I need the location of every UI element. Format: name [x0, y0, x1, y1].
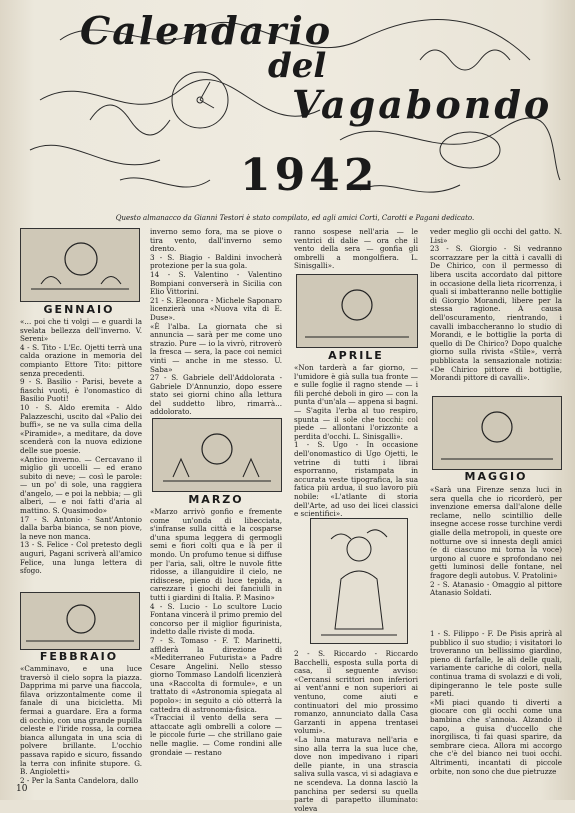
column-3-text-a: ranno sospese nell'aria — le ventrici di dalie — ora che il vento della sera — gonfia gli ombrelli a mongolfiera. L. Sinisgalli». [294, 227, 418, 271]
column-2-text-b: «Marzo arrivò gonfio e fremente come un'onda di libecciata, s'infranse sulla città e la cosparse d'una spuma leggera di germogli semi e fiori colti qua e là per il mondo. Un profumo tenue si diffuse per l'aria, sali, oltre le nuvole fitte ridosse, a illanguidire il cielo, ne ridiscese, pieno di luce tepida, a carezzare i giochi dei fanciulli in tutti i giardini di Italia. P. Masino» 4 - S. Lucio - Lo scultore Lucio Fontana vincerà il primo premio del concorso per il miglior figurinista, indetto dalle riviste di moda. 7 - S. Tomaso - F. T. Marinetti, afflderà la direzione di «Mediterraneo Futurista» a Padre Cesare Angelini. Nello stesso giorno Tommaso Landolfi licenzierà una «Raccolta di formule», e un trattato di «Astronomia spiegata al popolo»: in seguito a ciò otterrà la cattedra di astronomia-fisica. «Tracciai il vento della sera — attaccate agli ombrelli a colore — le piccole furie — che strillano gaie nelle maglie. — Come rondini alle grondaie — restano [150, 507, 282, 757]
column-2-text: inverno semo fora, ma se piove o tira vento, dall'inverno semo drento. 3 - S. Biagio - Baldini invocherà protezione per la sua gola. 14 - S. Valentino - Valentino Bompiani converserà in Sicilia con Elio Vittorini. 21 - S. Eleonora - Michele Saponaro licenzierà una «Nuova vita di E. Duse». «È l'alba. La giornata che si annuncia — sarà per me come uno strazio. Pure — io la vivrò, ritroverò la fresca — sera, la pace coi nemici vinti — anche in me stesso. U. Saba» 27 - S. Gabriele dell'Addolorata - Gabriele D'Annunzio, dopo essere stato sei giorni chino alla lettura del suddetto libro, rimarrà... addolorato. [150, 227, 282, 417]
page-number: 10 [16, 784, 28, 794]
title-word-vagabondo: Vagabondo [292, 82, 553, 127]
illustration-febbraio [20, 592, 140, 650]
month-label-gennaio: GENNAIO [43, 303, 115, 316]
illustration-figure [310, 518, 408, 644]
column-4-text-c: 1 - S. Filippo - F. De Pisis aprirà al pubblico il suo studio; i visitatori lo troveranno un bellissimo giardino, pieno di farfalle, le ali delle quali, variamente cariche di colori, nella continua trama di svolazzi e di voli, dipingeranno le tele poste sulle pareti. «Mi piaci quando ti diverti a giocare con gli occhi come una bambina che s'annoia. Alzando il capo, a guisa d'uccello che inorgilisca, ti fai quasi sparire, da sembrare cieca. Allora mi accorgo che c'è del bianco nei tuoi occhi. Altrimenti, incantati di piccole orbite, non sono che due pietruzze [430, 629, 562, 776]
illustration-marzo [152, 418, 282, 492]
year-heading: 1942 [240, 150, 379, 201]
month-label-maggio: MAGGIO [464, 470, 528, 483]
column-3-text-b: «Non tarderà a far giorno, — l'umidore è già sulla tua fronte — e sulle foglie il ragno stende — i fili perché deboli in giro — con la punta d'un'ala — appena si bagni. — S'agita l'erba al tuo respiro, spunta — il sole che tocchi: col piede — allontani l'orizzonte a perdita d'occhi. L. Sinisgalli». 1 - S. Ugo - In occasione dell'onomastico di Ugo Ojetti, le vetrine di tutti i librai esporranno, ristampata in accurata veste tipografica, la sua fatica più ardua, il suo lavoro più nobile: «L'atlante di storia dell'Arte, ad uso dei licei classici e scientifici». [294, 363, 418, 519]
illustration-gennaio [20, 228, 140, 302]
month-label-aprile: APRILE [328, 349, 384, 362]
subtitle-dedication: Questo almanacco da Gianni Testori è stato compilato, ed agli amici Corti, Carotti e Pagani dedicato. [115, 214, 475, 222]
column-4-text-a: veder meglio gli occhi del gatto. N. Lisi» 23 - S. Giorgio - Si vedranno scorrazzare per la città i cavalli di De Chirico, con il permesso di libera uscita accordato dal pittore in occasione della lieta ricorrenza, i quali si imbatteranno nelle bottiglie di Giorgio Morandi, libere per la stessa ragione. A causa dell'oscuramento, rientrando, i cavalli imbaccheranno lo studio di Morandi, e le bottiglie la porta di quello di De Chirico? Dopo qualche giorno sulla rivista «Stile», verrà pubblicata la sensazionale notizia: «De Chirico pittore di bottiglie, Morandi pittore di cavalli». [430, 227, 562, 383]
column-1-text-b: «Camminavo, e una luce traversò il cielo sopra la piazza. Dapprima mi parve una fiaccola, filava orizzontalmente come il fanale di una bicicletta. Mi fermai a guardare. Era a forma di occhio, con una grande pupilla celeste e l'iride rossa, la cornea bianca allungata in una scia di polvere brillante. L'occhio passava rapido e sicuro, fissando la terra con infinite stupore. G. B. Angioletti» 2 - Per la Santa Candelora, dallo [20, 664, 142, 785]
column-1-text: «... poi che ti volgi — e guardi la svelata bellezza dell'inverno. V. Sereni» 4 - S. Tito - L'Ec. Ojetti terrà una calda orazione in memoria del compianto Ettore Tito: pittore senza precedenti. 9 - S. Basilio - Parisi, bevete a fiaschi vuoti, è l'onomastico di Basilio Puoti! 10 - S. Aldo eremita - Aldo Palazzeschi, uscito dal «Palio dei buffi», se ne va sulla cima della «Piramide», a meditare, da dove scenderà con la nuova edizione delle sue poesie. «Antico inverno. — Cercavano il miglio gli uccelli — ed erano subito di neve; — così le parole: — un po' di sole, una raggiera d'angelo, — e poi la nebbia; — gli alberi, — e noi fatti d'aria al mattino. S. Quasimodo» 17 - S. Antonio - Sant'Antonio dalla barba bianca, se non piove, la neve non manca. 13 - S. Felice - Col pretesto degli auguri, Pagani scriverà all'amico Felice, una lunga lettera di sfogo. [20, 317, 142, 576]
title-word-del: del [268, 46, 327, 86]
column-4-text-b: «Sarà una Firenze senza luci in sera quella che io ricorderò, per invenzione emersa dall'alone delle reclame, nello scintillio delle insegne accese rosse turchine verdi gialle della metropoli, in queste ore notturne ove si innesta degli amici (e di ciascuno mi torna la voce) urgono al cuore e sprofondano nei getti luminosi delle fontane, nel fragore degli autobus. V. Pratolini» 2 - S. Atanasio - Omaggio al pittore Atanasio Soldati. [430, 485, 562, 598]
month-label-marzo: MARZO [188, 493, 244, 506]
month-label-febbraio: FEBBRAIO [39, 650, 119, 663]
illustration-maggio [432, 396, 562, 470]
illustration-aprile [296, 274, 418, 348]
title-word-calendario: Calendario [80, 8, 333, 53]
column-3-text-c: 2 - S. Riccardo - Riccardo Bacchelli, esposta sulla porta di casa, il seguente avviso: «Cercansi scrittori non inferiori ai vent'anni e non superiori ai ventuno, come aiuti e continuatori del mio prossimo romanzo, annunciato dalla Casa Garzanti in appena trentasei volumi». «La luna maturava nell'aria e sino alla terra la sua luce che, dove non impedivano i ripari delle piante, in una strascia saliva sulla vasca, vi si adagiava e ne scendeva. La donna lasciò la panchina per sedersi su quella parte di parapetto illuminato: voleva [294, 649, 418, 813]
